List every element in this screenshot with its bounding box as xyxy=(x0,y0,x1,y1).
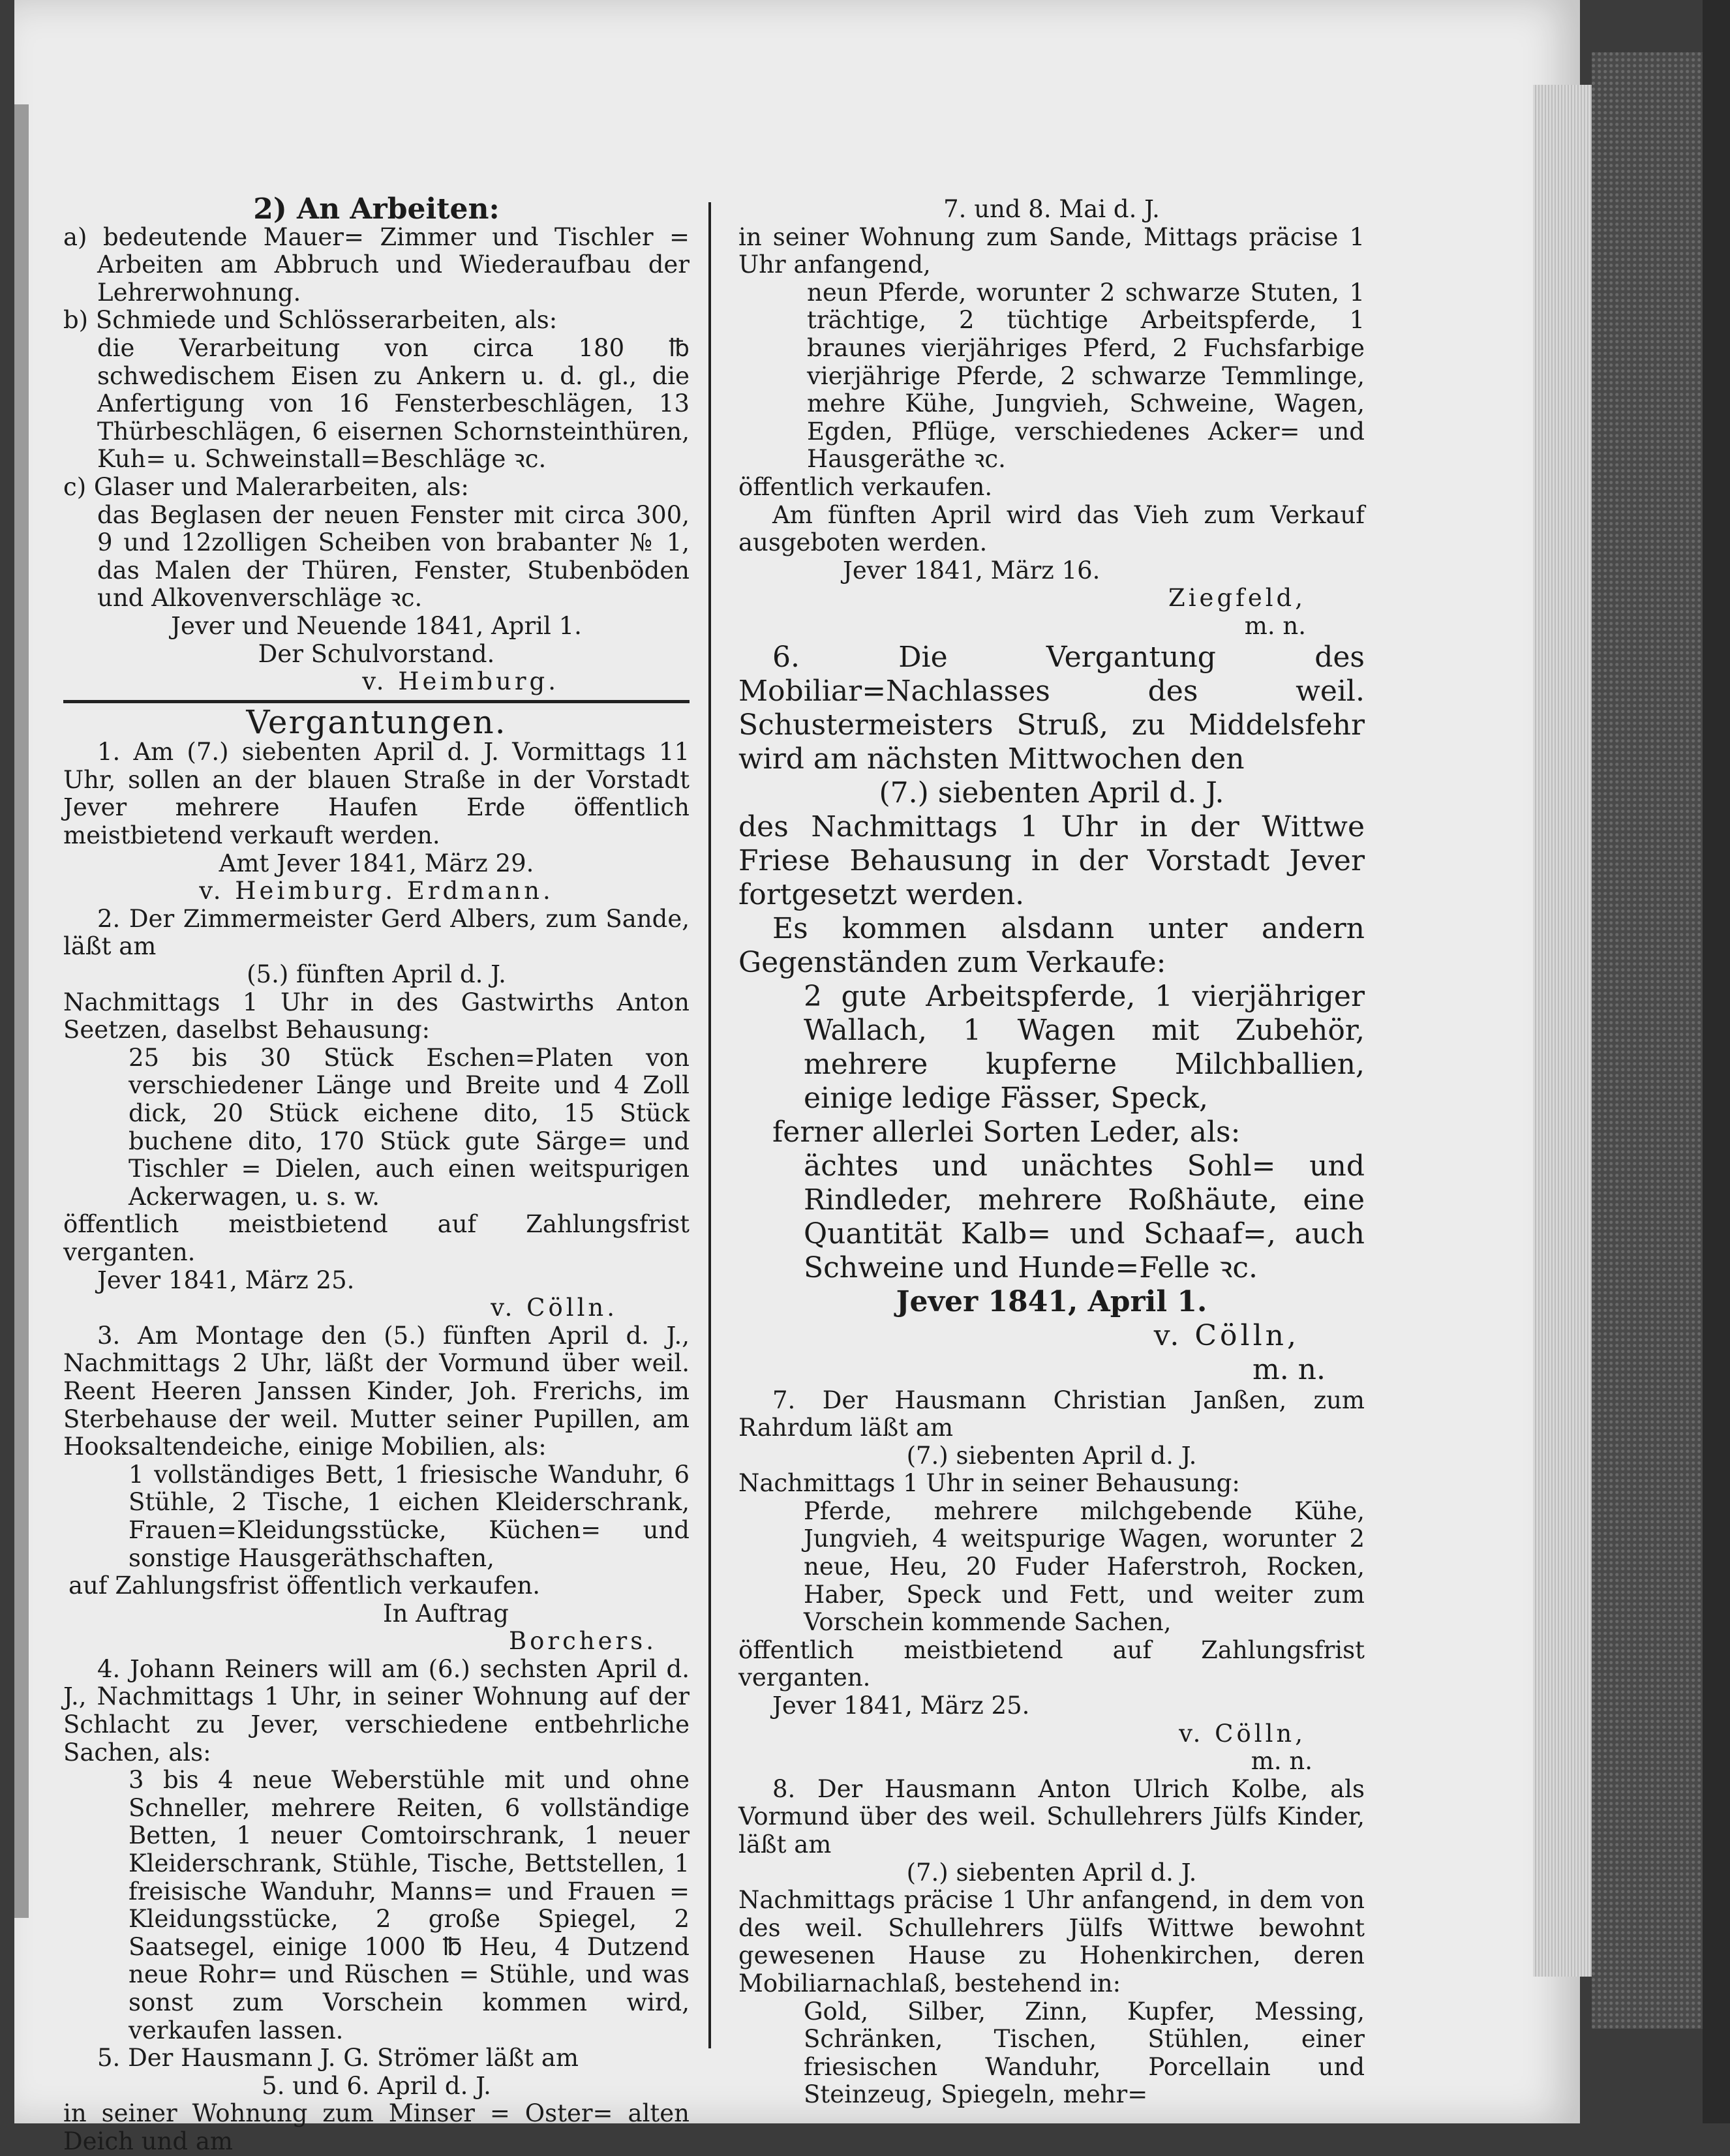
notice-2-signature: v. Cölln. xyxy=(491,1294,618,1322)
notice-5-text: in seiner Wohnung zum Minser = Oster= alten Deich und am xyxy=(63,2099,690,2155)
notice-5b-items: neun Pferde, worunter 2 schwarze Stuten, 1 trächtige, 2 tüchtige Arbeitspferde, 1 braunes vierjähriges Pferd, 2 Fuchsfarbige vierjährige Pferde, 2 schwarze Temmlinge, mehre Kühe, Jungvieh, Schweine, Wagen, Egden, Pflüge, verschiedenes Acker= und Hausgeräthe ꝛc. xyxy=(807,278,1365,474)
notice-5b-sale: öffentlich verkaufen. xyxy=(738,472,993,501)
notice-5b-note: Am fünften April wird das Vieh zum Verkauf ausgeboten werden. xyxy=(738,500,1365,557)
notice-2-place: Jever 1841, März 25. xyxy=(97,1266,355,1294)
notice-1-signature: v. Heimburg. Erdmann. xyxy=(199,877,554,905)
notice-5b-date: 7. und 8. Mai d. J. xyxy=(943,195,1160,223)
notice-6-date: (7.) siebenten April d. J. xyxy=(879,776,1224,810)
notice-7-date: (7.) siebenten April d. J. xyxy=(906,1441,1197,1470)
notice-5b-signature: Ziegfeld, xyxy=(1168,584,1306,613)
item-b-body: die Verarbeitung von circa 180 ℔ schwedischem Eisen zu Ankern u. d. gl., die Anfertigung von 16 Fensterbeschlägen, 13 Thürbeschlägen, 6 eisernen Schornsteinthüren, Kuh= u. Schweinstall=Beschläge ꝛc. xyxy=(97,333,690,474)
notice-5b-signature-mn: m. n. xyxy=(1244,611,1306,640)
item-b-heading: b) Schmiede und Schlösserarbeiten, als: xyxy=(63,306,558,335)
notice-8-intro: 8. Der Hausmann Anton Ulrich Kolbe, als Vormund über des weil. Schullehrers Jülfs Kinder, läßt am xyxy=(738,1774,1365,1859)
notice-6-signature-mn: m. n. xyxy=(1252,1352,1326,1386)
notice-2-date: (5.) fünften April d. J. xyxy=(247,960,506,989)
notice-3-auftrag: In Auftrag xyxy=(383,1599,509,1628)
notice-6-items: 2 gute Arbeitspferde, 1 vierjähriger Wallach, 1 Wagen mit Zubehör, mehrere kupferne Milchballien, einige ledige Fässer, Speck, xyxy=(804,979,1365,1115)
notice-3-signature: Borchers. xyxy=(508,1627,657,1656)
notice-7-items: Pferde, mehrere milchgebende Kühe, Jungvieh, 4 weitspurige Wagen, worunter 2 neue, Heu, 20 Fuder Haferstroh, Rocken, Haber, Speck und Fett, und weiter zum Vorschein kommende Sachen, xyxy=(804,1496,1365,1637)
notice-6-block xyxy=(738,641,1365,1387)
notice-8-items: Gold, Silber, Zinn, Kupfer, Messing, Schränken, Tischen, Stühlen, einer friesischen Wanduhr, Porcellain und Steinzeug, Spiegeln, mehr= xyxy=(804,1997,1365,2109)
notice-8-date: (7.) siebenten April d. J. xyxy=(906,1858,1197,1887)
notice-7-place: Jever 1841, März 25. xyxy=(772,1692,1030,1720)
notice-8-text: Nachmittags präcise 1 Uhr anfangend, in dem von des weil. Schullehrers Jülfs Wittwe bewohnt gewesenen Hause zu Hohenkirchen, deren Mobiliarnachlaß, bestehend in: xyxy=(738,1886,1365,1997)
notice-2-items: 25 bis 30 Stück Eschen=Platen von verschiedener Länge und Breite und 4 Zoll dick, 20 Stück eichene dito, 15 Stück buchene dito, 170 Stück gute Särge= und Tischler = Dielen, auch einen weitspurigen Ackerwagen, u. s. w. xyxy=(129,1043,690,1211)
left-column xyxy=(63,192,690,2156)
right-column xyxy=(738,196,1365,2109)
notice-3: 3. Am Montage den (5.) fünften April d. J., Nachmittags 2 Uhr, läßt der Vormund über weil. Reent Heeren Janssen Kinder, Joh. Frerichs, im Sterbehause der weil. Mutter seiner Pupillen, am Hooksaltendeiche, einige Mobilien, als: xyxy=(63,1321,690,1461)
notice-6-signature: v. Cölln, xyxy=(1153,1318,1299,1352)
notice-3-items: 1 vollständiges Bett, 1 friesische Wanduhr, 6 Stühle, 2 Tische, 1 eichen Kleiderschrank, Frauen=Kleidungsstücke, Küchen= und sonstige Hausgeräthschaften, xyxy=(129,1460,690,1572)
notice-7-intro: 7. Der Hausmann Christian Janßen, zum Rahrdum läßt am xyxy=(738,1386,1365,1442)
notice-7-time: Nachmittags 1 Uhr in seiner Behausung: xyxy=(738,1469,1240,1498)
notice-7-sale: öffentlich meistbietend auf Zahlungsfrist verganten. xyxy=(738,1635,1365,1692)
notice-2-sale: öffentlich meistbietend auf Zahlungsfrist verganten. xyxy=(63,1210,690,1266)
notice-1-place: Amt Jever 1841, März 29. xyxy=(219,849,534,877)
book-page xyxy=(14,0,1580,2155)
notice-6-more: Es kommen alsdann unter andern Gegenständen zum Verkaufe: xyxy=(738,911,1365,979)
notice-6-items2: ächtes und unächtes Sohl= und Rindleder, mehrere Roßhäute, eine Quantität Kalb= und Schaaf=, auch Schweine und Hunde=Felle ꝛc. xyxy=(804,1149,1365,1284)
notice-2-time: Nachmittags 1 Uhr in des Gastwirths Anton Seetzen, daselbst Behausung: xyxy=(63,988,690,1044)
section-rule xyxy=(63,700,690,703)
binding-gutter xyxy=(14,104,29,1918)
item-c-body: das Beglasen der neuen Fenster mit circa 300, 9 und 12zolligen Scheiben von brabanter № 1, das Malen der Thüren, Fenster, Stubenböden und Alkovenverschläge ꝛc. xyxy=(97,500,690,613)
notice-6-place: Jever 1841, April 1. xyxy=(896,1284,1207,1318)
column-divider xyxy=(708,202,711,2048)
notice-4-items: 3 bis 4 neue Weberstühle mit und ohne Schneller, mehrere Reiten, 6 vollständige Betten, 1 neuer Comtoirschrank, 1 neuer Kleiderschrank, Stühle, Tische, Bettstellen, 1 freisische Wanduhr, Manns= und Frauen = Kleidungsstücke, 2 große Spiegel, 2 Saatsegel, einige 1000 ℔ Heu, 4 Dutzend neue Rohr= und Rüschen = Stühle, und was sonst zum Vorschein kommen wird, verkaufen lassen. xyxy=(129,1766,690,2044)
notice-2-intro: 2. Der Zimmermeister Gerd Albers, zum Sande, läßt am xyxy=(63,904,690,961)
notice-6: 6. Die Vergantung des Mobiliar=Nachlasses des weil. Schustermeisters Struß, zu Middelsfehr wird am nächsten Mittwochen den xyxy=(738,640,1365,776)
notice-5b-place: Jever 1841, März 16. xyxy=(843,556,1100,585)
signature: v. Heimburg. xyxy=(362,667,559,696)
notice-6-time: des Nachmittags 1 Uhr in der Wittwe Friese Behausung in der Vorstadt Jever fortgesetzt werden. xyxy=(738,810,1365,911)
notice-7-signature: v. Cölln, xyxy=(1179,1719,1306,1748)
notice-1: 1. Am (7.) siebenten April d. J. Vormittags 11 Uhr, sollen an der blauen Straße in der Vorstadt Jever mehrere Haufen Erde öffentlich meistbietend verkauft werden. xyxy=(63,738,690,850)
notice-5b-text: in seiner Wohnung zum Sande, Mittags präcise 1 Uhr anfangend, xyxy=(738,222,1365,279)
cover-shadow xyxy=(1703,0,1730,2123)
vergantungen-title: Vergantungen. xyxy=(246,703,507,741)
notice-3-sale: auf Zahlungsfrist öffentlich verkaufen. xyxy=(68,1571,541,1600)
section-2-heading: 2) An Arbeiten: xyxy=(253,192,500,226)
notice-7-signature-mn: m. n. xyxy=(1251,1747,1313,1776)
item-c-heading: c) Glaser und Malerarbeiten, als: xyxy=(63,472,469,501)
notice-4: 4. Johann Reiners will am (6.) sechsten April d. J., Nachmittags 1 Uhr, in seiner Wohnung auf der Schlacht zu Jever, verschiedene entbehrliche Sachen, als: xyxy=(63,1654,690,1767)
board-name: Der Schulvorstand. xyxy=(258,639,495,668)
place-date: Jever und Neuende 1841, April 1. xyxy=(171,611,582,640)
item-a: a) bedeutende Mauer= Zimmer und Tischler = Arbeiten am Abbruch und Wiederaufbau der Lehrerwohnung. xyxy=(63,222,690,307)
notice-5-intro: 5. Der Hausmann J. G. Strömer läßt am xyxy=(97,2044,579,2072)
notice-5-date: 5. und 6. April d. J. xyxy=(262,2071,491,2100)
notice-6-more2: ferner allerlei Sorten Leder, als: xyxy=(772,1115,1241,1149)
